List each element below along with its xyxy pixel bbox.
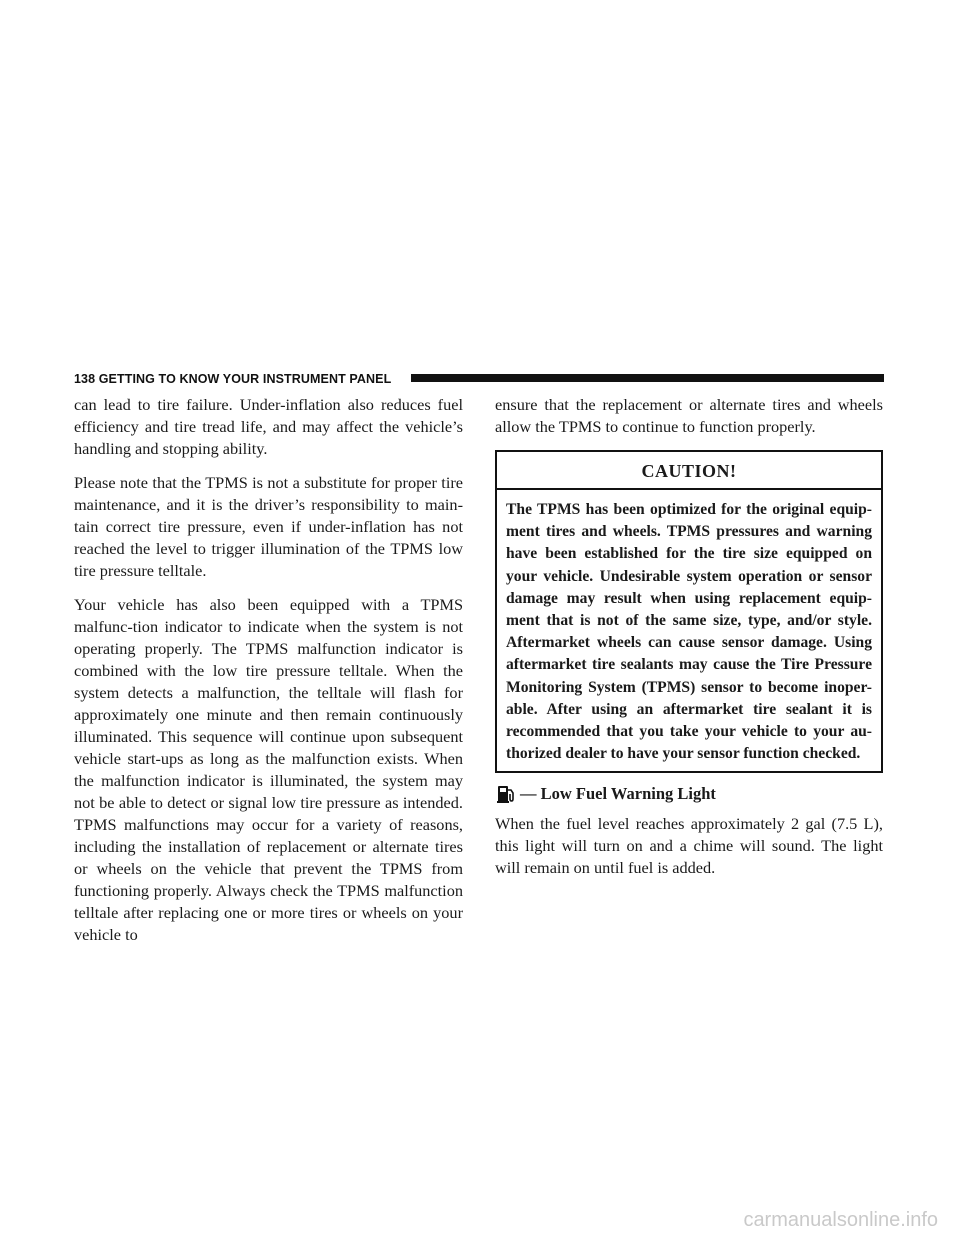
caution-body: The TPMS has been optimized for the original equip-ment tires and wheels. TPMS pressures and warning have been established for the tire size equipped on your vehicle. Undesirable system operation or sensor damage may result when using replacement equip-ment that is not of the same size, type, and/or style. Aftermarket wheels can cause sensor damage. Using aftermarket tire sealants may cause the Tire Pressure Monitoring System (TPMS) sensor to become inoper-able. After using an aftermarket tire sealant it is recommended that you take your vehicle to your au-thorized dealer to have your sensor function checked. [506,501,872,763]
caution-box [495,450,883,773]
fuel-pump-icon [495,783,517,805]
paragraph: Your vehicle has also been equipped with a TPMS malfunc-tion indicator to indicate when the system is not operating properly. The TPMS malfunction indicator is combined with the low tire pressure telltale. When the system detects a malfunction, the telltale will flash for approximately one minute and then remain continuously illuminated. This sequence will continue upon subsequent vehicle start-ups as long as the malfunction exists. When the malfunction indicator is illuminated, the system may not be able to detect or signal low tire pressure as intended. TPMS malfunctions may occur for a variety of reasons, including the installation of replacement or alternate tires or wheels on the vehicle that prevent the TPMS from functioning properly. Always check the TPMS malfunction telltale after replacing one or more tires or wheels on your vehicle to [74,595,463,944]
page-header-text: 138 GETTING TO KNOW YOUR INSTRUMENT PANEL [74,372,392,386]
paragraph: Please note that the TPMS is not a substitute for proper tire maintenance, and it is the driver’s responsibility to main-tain correct tire pressure, even if under-inflation has not reached the level to trigger illumination of the TPMS low tire pressure telltale. [74,473,463,580]
low-fuel-heading [495,783,883,805]
paragraph: can lead to tire failure. Under-inflation also reduces fuel efficiency and tire tread life, and may affect the vehicle’s handling and stopping ability. [74,395,463,458]
right-column [495,394,883,891]
page-header [74,367,884,389]
caution-title: CAUTION! [497,452,881,490]
paragraph: When the fuel level reaches approximately 2 gal (7.5 L), this light will turn on and a chime will sound. The light will remain on until fuel is added. [495,814,883,878]
left-column [74,394,463,958]
watermark: carmanualsonline.info [743,1209,938,1231]
low-fuel-heading-label: — Low Fuel Warning Light [520,784,716,804]
paragraph: ensure that the replacement or alternate tires and wheels allow the TPMS to continue to function properly. [495,395,883,436]
header-rule [411,374,884,382]
